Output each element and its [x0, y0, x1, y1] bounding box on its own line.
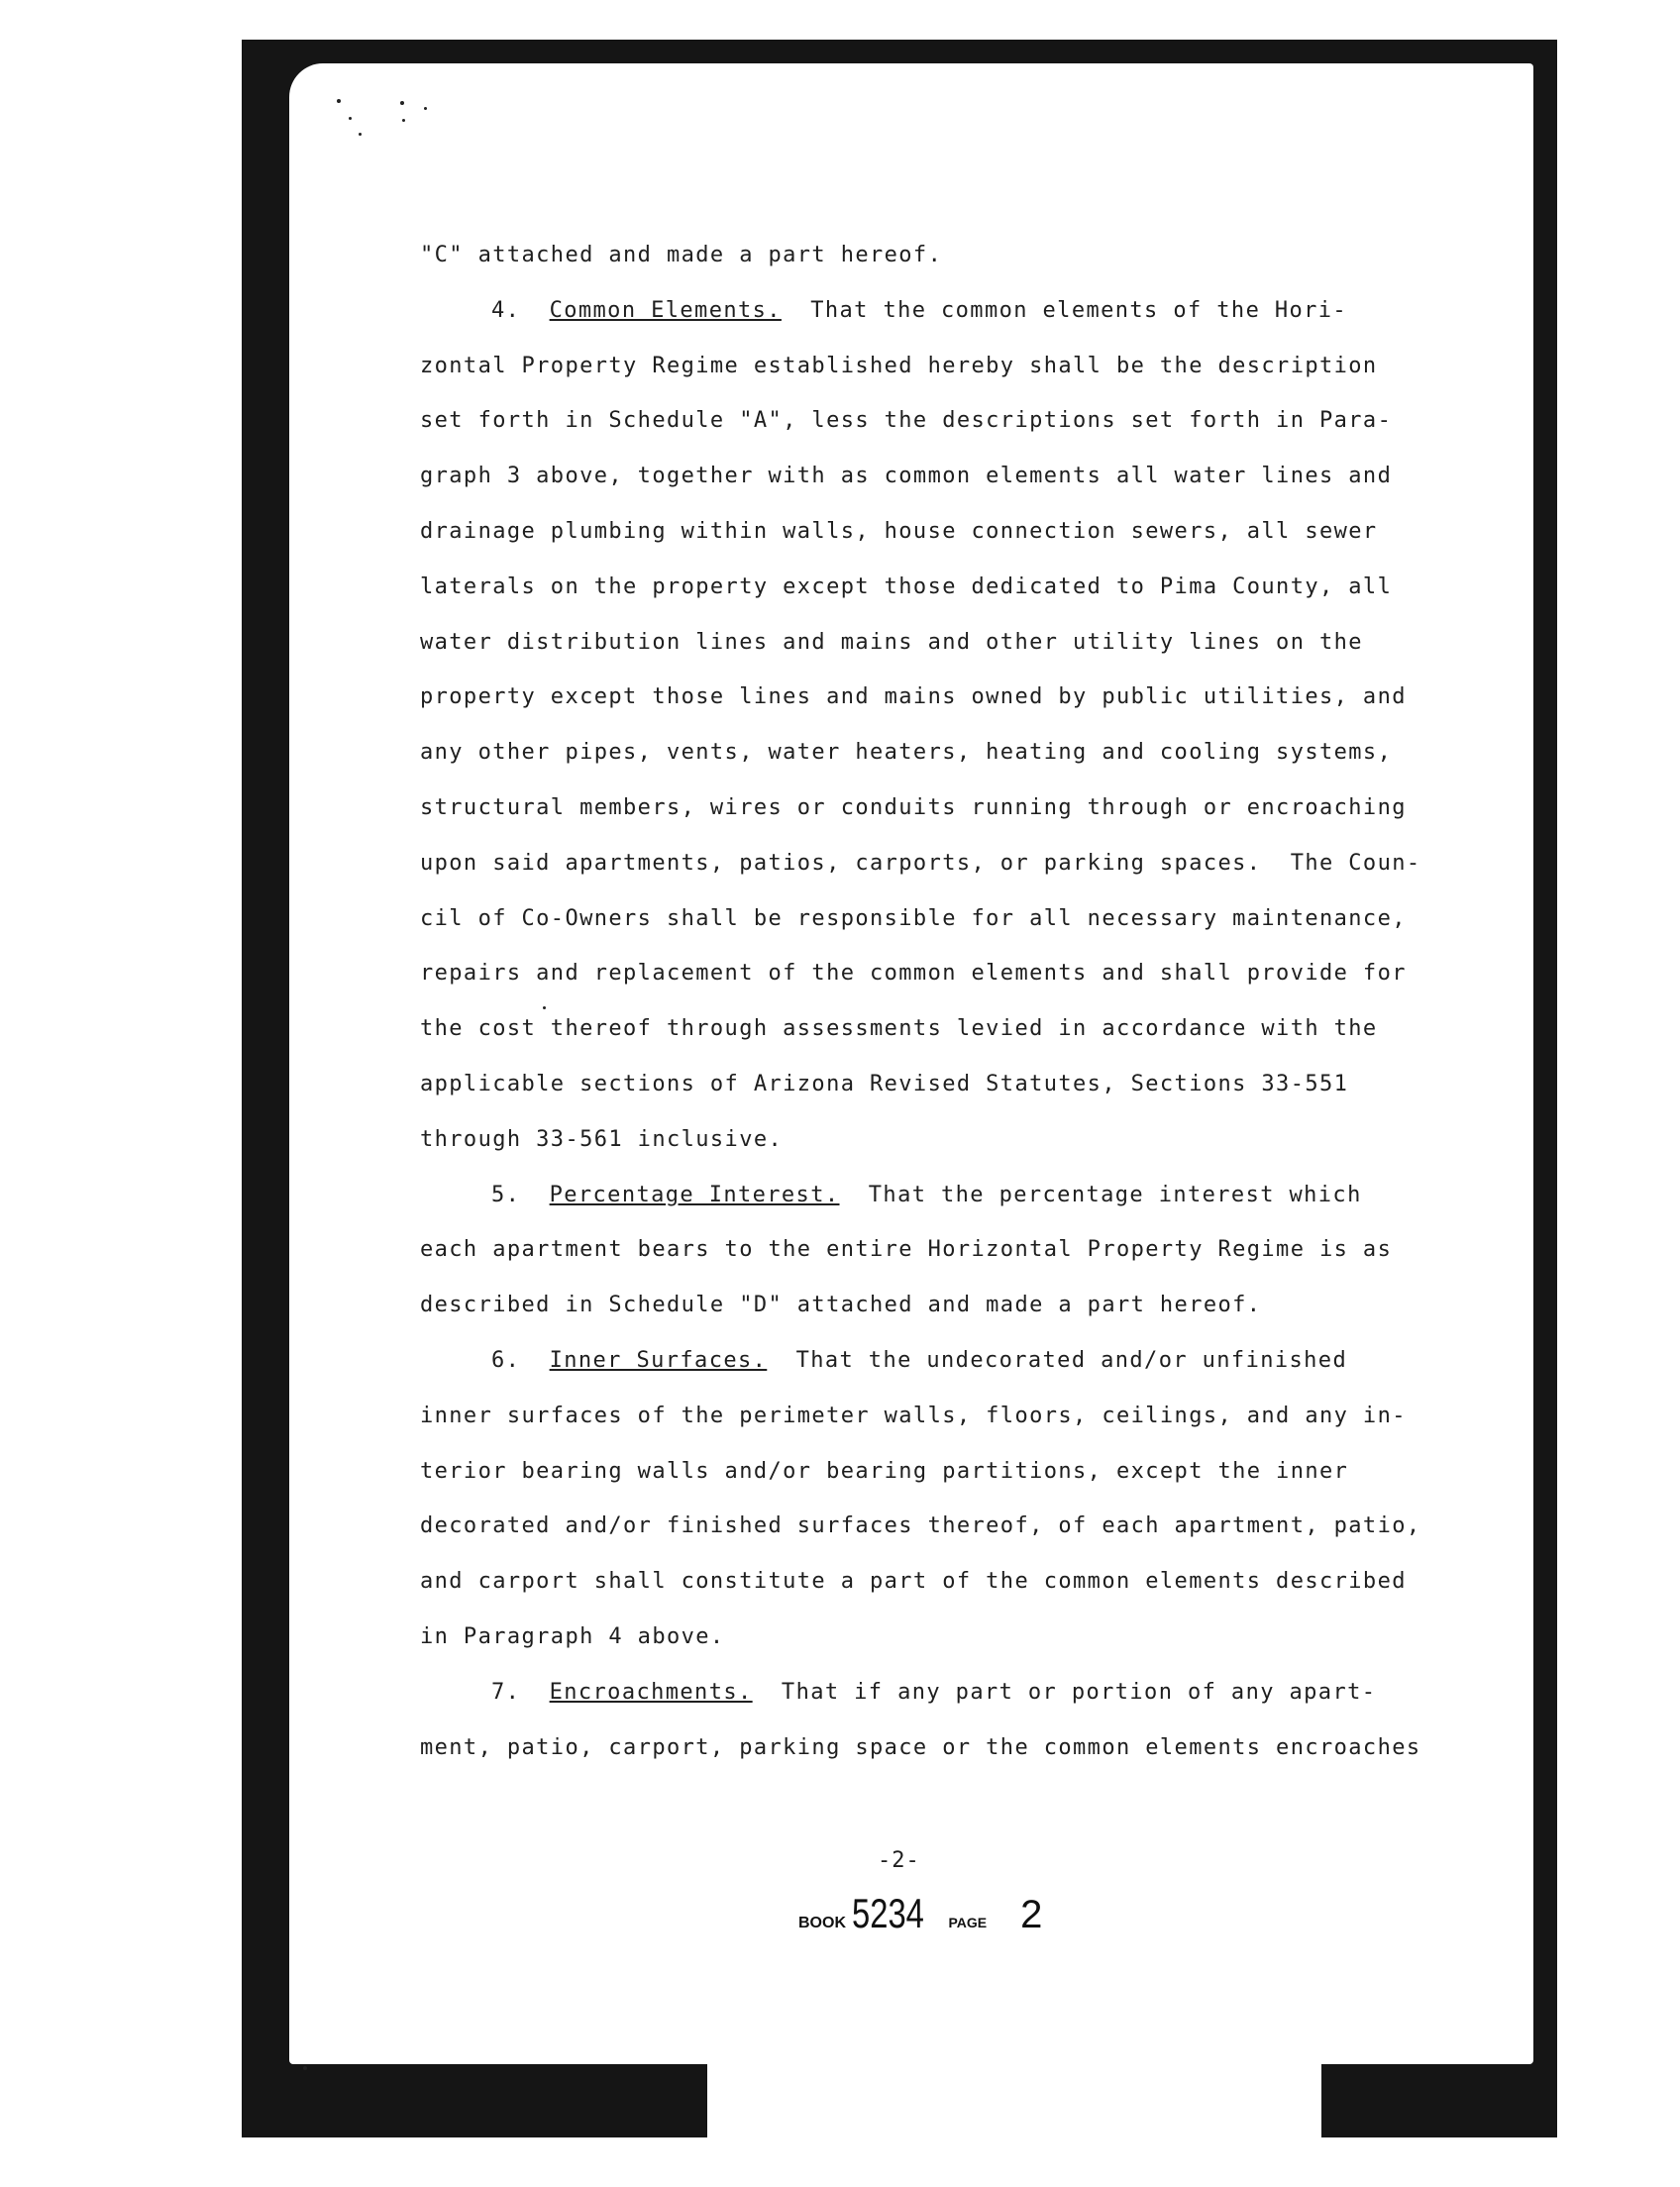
- line-text: each apartment bears to the entire Horizontal Property Regime is as: [420, 1237, 1393, 1263]
- body-text-line: [420, 1460, 1440, 1515]
- line-text: "C" attached and made a part hereof.: [420, 243, 943, 267]
- line-text: in Paragraph 4 above.: [420, 1623, 725, 1649]
- paragraph-number: 5.: [491, 1182, 521, 1207]
- paragraph-number: 4.: [491, 297, 521, 323]
- scan-speck: [303, 2066, 307, 2070]
- body-text-line: [420, 1128, 1440, 1184]
- body-text-line: [420, 1570, 1440, 1625]
- body-text-line: [420, 465, 1440, 520]
- paragraph-heading: Encroachments.: [549, 1679, 753, 1705]
- line-text: decorated and/or finished surfaces thereof, of each apartment, patio,: [420, 1513, 1421, 1539]
- body-text-line: [420, 409, 1440, 465]
- scan-speck: [400, 101, 404, 105]
- line-text: cil of Co-Owners shall be responsible for all necessary maintenance,: [420, 905, 1407, 931]
- document-body: [420, 244, 1440, 1791]
- line-text: laterals on the property except those dedicated to Pima County, all: [420, 573, 1393, 599]
- line-text: through 33-561 inclusive.: [420, 1126, 784, 1152]
- body-text-line: [420, 1625, 1440, 1681]
- line-text: described in Schedule "D" attached and made a part hereof.: [420, 1293, 1262, 1318]
- body-text-line: [420, 907, 1440, 963]
- body-text-line: [420, 741, 1440, 796]
- paragraph-start-line: [420, 1184, 1440, 1239]
- line-text: structural members, wires or conduits running through or encroaching: [420, 794, 1407, 820]
- line-text: drainage plumbing within walls, house connection sewers, all sewer: [420, 518, 1378, 544]
- line-text: upon said apartments, patios, carports, or parking spaces. The Coun-: [420, 850, 1421, 876]
- line-text: inner surfaces of the perimeter walls, floors, ceilings, and any in-: [420, 1403, 1407, 1428]
- body-text-line: [420, 1736, 1440, 1792]
- book-page-stamp: [798, 1890, 1042, 1937]
- page-value: 2: [1020, 1893, 1043, 1936]
- line-text: graph 3 above, together with as common elements all water lines and: [420, 464, 1393, 489]
- paragraph-start-line: [420, 1349, 1440, 1405]
- line-text: zontal Property Regime established hereby shall be the description: [420, 353, 1378, 378]
- body-text-line: [420, 1017, 1440, 1073]
- body-text-line: [420, 244, 1440, 299]
- border-gap: [707, 2060, 1321, 2137]
- book-label: BOOK: [798, 1915, 846, 1931]
- body-text-line: [420, 520, 1440, 575]
- line-text: That the undecorated and/or unfinished: [767, 1347, 1348, 1373]
- paragraph-start-line: [420, 299, 1440, 355]
- paragraph-heading: Inner Surfaces.: [549, 1347, 768, 1373]
- line-text: ment, patio, carport, parking space or the common elements encroaches: [420, 1734, 1421, 1760]
- line-text: terior bearing walls and/or bearing partitions, except the inner: [420, 1458, 1349, 1484]
- page-label: PAGE: [948, 1915, 988, 1930]
- line-text: That if any part or portion of any apart-: [752, 1679, 1377, 1705]
- body-text-line: [420, 962, 1440, 1017]
- line-text: set forth in Schedule "A", less the descriptions set forth in Para-: [420, 408, 1393, 434]
- body-text-line: [420, 1294, 1440, 1349]
- body-text-line: [420, 796, 1440, 852]
- scan-speck: [349, 117, 352, 120]
- paragraph-heading: Common Elements.: [549, 297, 782, 323]
- scan-speck: [424, 107, 427, 110]
- line-text: That the percentage interest which: [839, 1182, 1362, 1207]
- line-text: property except those lines and mains owned by public utilities, and: [420, 684, 1407, 710]
- body-text-line: [420, 1405, 1440, 1460]
- scan-speck: [359, 133, 362, 136]
- line-text: That the common elements of the Hori-: [781, 297, 1348, 323]
- scan-speck: [402, 119, 405, 122]
- body-text-line: [420, 852, 1440, 907]
- line-text: applicable sections of Arizona Revised Statutes, Sections 33-551: [420, 1071, 1349, 1096]
- body-text-line: [420, 355, 1440, 410]
- paragraph-heading: Percentage Interest.: [549, 1182, 840, 1207]
- paragraph-start-line: [420, 1681, 1440, 1736]
- page-number: -2-: [878, 1848, 920, 1873]
- body-text-line: [420, 631, 1440, 686]
- body-text-line: [420, 575, 1440, 631]
- scan-speck: [337, 99, 341, 103]
- line-text: water distribution lines and mains and other utility lines on the: [420, 629, 1363, 655]
- paragraph-number: 6.: [491, 1347, 521, 1373]
- paragraph-number: 7.: [491, 1679, 521, 1705]
- body-text-line: [420, 1073, 1440, 1128]
- book-number: 5234: [852, 1890, 924, 1936]
- body-text-line: [420, 1514, 1440, 1570]
- body-text-line: [420, 1238, 1440, 1294]
- line-text: any other pipes, vents, water heaters, heating and cooling systems,: [420, 740, 1393, 766]
- line-text: the cost thereof through assessments levied in accordance with the: [420, 1016, 1378, 1042]
- line-text: and carport shall constitute a part of the common elements described: [420, 1569, 1407, 1595]
- body-text-line: [420, 685, 1440, 741]
- line-text: repairs and replacement of the common elements and shall provide for: [420, 961, 1407, 987]
